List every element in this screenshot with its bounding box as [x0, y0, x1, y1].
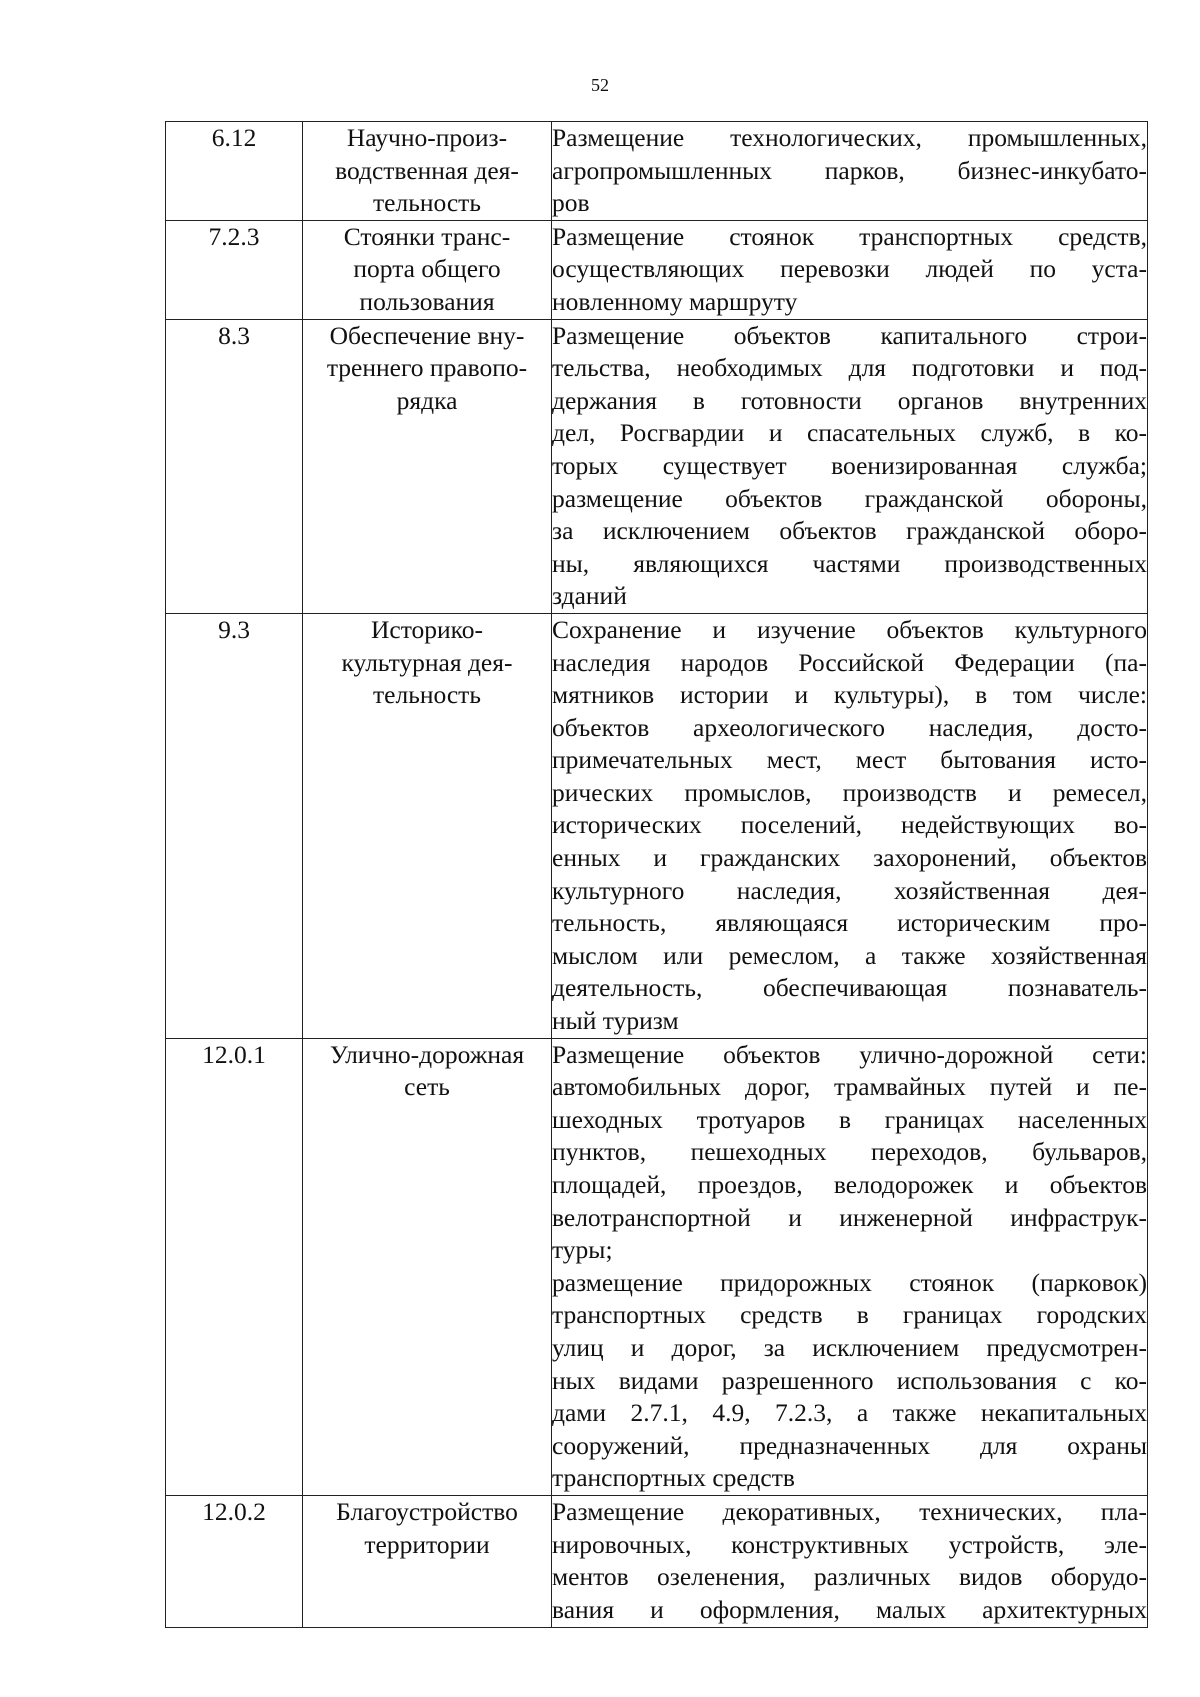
description-line: ный туризм — [552, 1006, 679, 1036]
description-line: Размещение стоянок транспортных средств, — [552, 221, 1147, 251]
name-cell — [303, 613, 552, 1038]
description-line: зданий — [552, 581, 627, 611]
description-cell — [552, 1038, 1148, 1495]
description-line: транспортных средств — [552, 1463, 795, 1493]
table-row — [166, 220, 1148, 319]
description-line: енных и гражданских захоронений, объектов — [552, 843, 1147, 873]
description-cell — [552, 220, 1148, 319]
description-line: мятников истории и культуры), в том числе: — [552, 680, 1147, 710]
description-line: дел, Росгвардии и спасательных служб, в ко- — [552, 418, 1147, 448]
description-line: осуществляющих перевозки людей по уста- — [552, 254, 1147, 284]
code-text: 6.12 — [211, 123, 257, 152]
code-text: 8.3 — [218, 320, 250, 350]
description-line: ны, являющихся частями производственных — [552, 548, 1147, 578]
description-line: Размещение технологических, промышленных, — [552, 123, 1147, 152]
description-line: Размещение объектов улично-дорожной сети: — [552, 1039, 1147, 1069]
description-line: сооружений, предназначенных для охраны — [552, 1430, 1147, 1460]
name-line: Стоянки транс- — [343, 221, 511, 251]
description-line: автомобильных дорог, трамвайных путей и пе- — [552, 1072, 1147, 1102]
description-line: деятельность, обеспечивающая познаватель- — [552, 973, 1147, 1003]
description-line: ров — [552, 188, 590, 218]
description-line: мыслом или ремеслом, а также хозяйственная — [552, 940, 1147, 970]
name-line: Благоустройство — [336, 1496, 518, 1526]
description-line: за исключением объектов гражданской оборо- — [552, 516, 1147, 546]
name-line: Улично-дорожная — [329, 1039, 525, 1069]
description-line: нировочных, конструктивных устройств, эле- — [552, 1529, 1147, 1559]
name-line: рядка — [396, 385, 458, 415]
name-line: культурная дея- — [341, 647, 513, 677]
description-line: велотранспортной и инженерной инфраструк- — [552, 1202, 1147, 1232]
table-body — [166, 122, 1148, 1628]
name-cell — [303, 1495, 552, 1627]
name-line: треннего правопо- — [326, 353, 528, 383]
land-use-table — [165, 121, 1148, 1628]
description-line: тельства, необходимых для подготовки и под- — [552, 353, 1147, 383]
name-line: Историко- — [370, 614, 484, 644]
description-line: Размещение декоративных, технических, пла- — [552, 1496, 1147, 1526]
description-line: наследия народов Российской Федерации (па- — [552, 647, 1147, 677]
description-line: примечательных мест, мест бытования исто- — [552, 745, 1147, 775]
code-cell — [166, 1038, 303, 1495]
code-cell — [166, 220, 303, 319]
name-cell — [303, 319, 552, 613]
description-line: Сохранение и изучение объектов культурного — [552, 614, 1147, 644]
description-cell — [552, 319, 1148, 613]
description-line: Размещение объектов капитального строи- — [552, 320, 1147, 350]
description-line: ных видами разрешенного использования с ко- — [552, 1365, 1147, 1395]
code-cell — [166, 319, 303, 613]
name-line: Научно-произ- — [346, 123, 508, 152]
code-text: 7.2.3 — [208, 221, 260, 251]
description-line: вания и оформления, малых архитектурных — [552, 1594, 1147, 1624]
table-row — [166, 319, 1148, 613]
code-text: 9.3 — [218, 614, 250, 644]
name-cell — [303, 220, 552, 319]
name-line: водственная дея- — [335, 155, 519, 185]
code-text: 12.0.1 — [202, 1039, 266, 1069]
page-number: 52 — [591, 75, 609, 95]
description-line: площадей, проездов, велодорожек и объектов — [552, 1170, 1147, 1199]
name-cell — [303, 1038, 552, 1495]
description-line: держания в готовности органов внутренних — [552, 385, 1147, 415]
description-line: транспортных средств в границах городских — [552, 1300, 1147, 1330]
description-line: тельность, являющаяся историческим про- — [552, 908, 1147, 938]
description-line: дами 2.7.1, 4.9, 7.2.3, а также некапитальных — [552, 1398, 1147, 1428]
description-cell — [552, 613, 1148, 1038]
description-line: размещение объектов гражданской обороны, — [552, 483, 1147, 513]
description-line: размещение придорожных стоянок (парковок) — [552, 1267, 1147, 1297]
name-line: Обеспечение вну- — [329, 320, 525, 350]
code-cell — [166, 613, 303, 1038]
name-line: пользования — [359, 286, 495, 316]
description-line: торых существует военизированная служба; — [552, 450, 1147, 480]
name-cell — [303, 122, 552, 221]
description-line: агропромышленных парков, бизнес-инкубато- — [552, 155, 1147, 185]
description-line: ментов озеленения, различных видов оборудо- — [552, 1562, 1147, 1592]
table-row — [166, 1038, 1148, 1495]
code-text: 12.0.2 — [202, 1496, 266, 1526]
name-line: тельность — [373, 188, 481, 218]
name-line: сеть — [404, 1072, 450, 1102]
name-line: территории — [364, 1529, 490, 1559]
description-line: туры; — [552, 1235, 613, 1265]
description-line: пунктов, пешеходных переходов, бульваров, — [552, 1137, 1147, 1167]
description-cell — [552, 1495, 1148, 1627]
description-line: новленному маршруту — [552, 286, 798, 316]
code-cell — [166, 122, 303, 221]
table-row — [166, 613, 1148, 1038]
description-cell — [552, 122, 1148, 221]
description-line: культурного наследия, хозяйственная дея- — [552, 875, 1147, 905]
description-line: объектов археологического наследия, досто- — [552, 712, 1147, 742]
description-line: улиц и дорог, за исключением предусмотрен- — [552, 1332, 1147, 1362]
code-cell — [166, 1495, 303, 1627]
name-line: тельность — [373, 680, 481, 710]
table-row — [166, 122, 1148, 221]
name-line: порта общего — [353, 254, 501, 284]
table-row — [166, 1495, 1148, 1627]
description-line: рических промыслов, производств и ремесел, — [552, 777, 1147, 807]
description-line: исторических поселений, недействующих во- — [552, 810, 1147, 840]
description-line: шеходных тротуаров в границах населенных — [552, 1104, 1147, 1134]
